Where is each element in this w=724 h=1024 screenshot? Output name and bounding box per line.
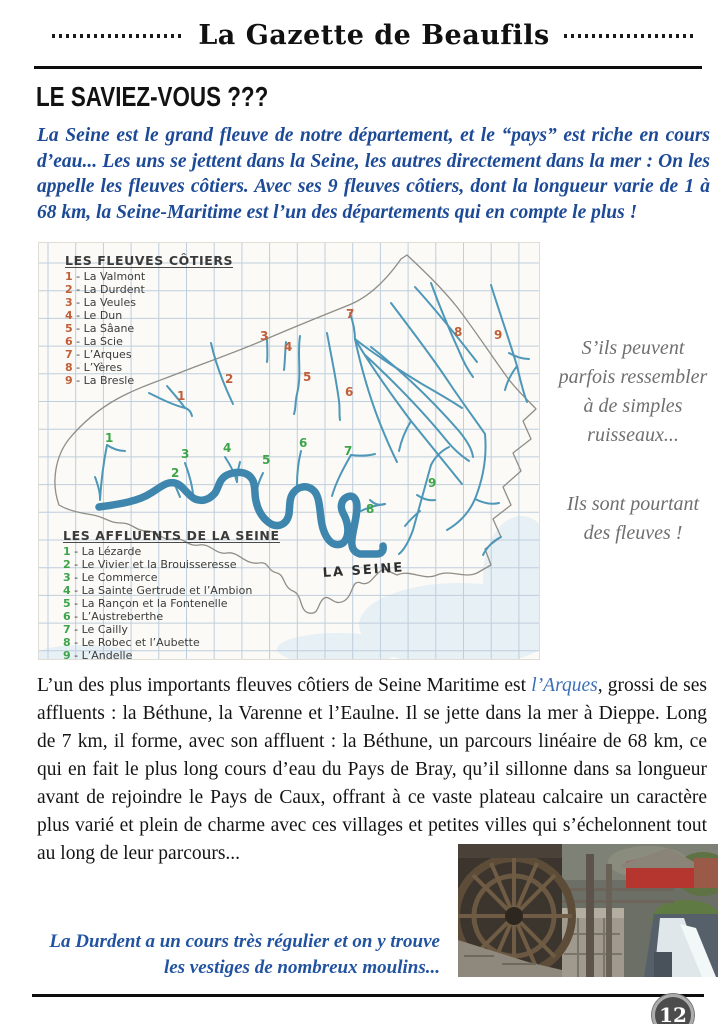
- legend-item: 9 - L’Andelle: [63, 648, 133, 662]
- body-before-link: L’un des plus importants fleuves côtiers de Seine Maritime est: [37, 674, 532, 696]
- horizontal-rule: [34, 66, 702, 69]
- legend-item: 5 - La Rançon et la Fontenelle: [63, 596, 228, 610]
- legend-item: 1 - La Valmont: [65, 269, 146, 283]
- gazette-title: La Gazette de Beaufils: [198, 20, 550, 51]
- legend-item: 1 - La Lézarde: [63, 544, 142, 558]
- map-number-green: 9: [428, 475, 437, 490]
- map-number-red: 1: [177, 388, 186, 403]
- legend-item: 8 - L’Yères: [65, 360, 123, 374]
- map-number-red: 9: [494, 327, 503, 342]
- masthead: [52, 20, 696, 51]
- legend-affluents-title: LES AFFLUENTS DE LA SEINE: [63, 527, 280, 543]
- intro-paragraph: La Seine est le grand fleuve de notre département, et le “pays” est riche en cours d’eau... Les uns se jettent dans la Seine, les autres directement dans la mer : On les appelle les fleuves côtiers. Avec ses 9 fleuves côtiers, dont la longueur varie de 1 à 68 km, la Seine-Maritime est l’un des départements qui en compte le plus !: [37, 125, 710, 224]
- map-number-red: 4: [284, 339, 293, 354]
- map-number-green: 3: [181, 446, 190, 461]
- map-number-red: 7: [346, 306, 355, 321]
- map-number-red: 5: [303, 369, 312, 384]
- legend-fleuves-cotiers: [65, 254, 233, 387]
- map-number-green: 8: [366, 501, 375, 516]
- footer: [32, 994, 704, 1024]
- map-number-green: 2: [171, 465, 180, 480]
- map-number-green: 1: [105, 430, 114, 445]
- section-heading: LE SAVIEZ-VOUS ???: [36, 81, 269, 112]
- side-note-line2: Ils sont pourtant des fleuves !: [566, 492, 700, 544]
- legend-affluents-seine: [63, 529, 280, 662]
- legend-item: 3 - Le Commerce: [63, 570, 158, 584]
- durdent-caption: La Durdent a un cours très régulier et on y trouve les vestiges de nombreux moulins...: [49, 931, 440, 979]
- watermill-photo: [458, 844, 718, 977]
- legend-fleuves-items: [65, 270, 233, 387]
- legend-item: 6 - La Scie: [65, 334, 123, 348]
- map-number-green: 7: [344, 443, 353, 458]
- legend-affluents-items: [63, 545, 280, 662]
- legend-item: 9 - La Bresle: [65, 373, 135, 387]
- body-after-link: , grossi de ses affluents : la Béthune, la Varenne et l’Eaulne. Il se jette dans la mer à Dieppe. Long de 7 km, il forme, avec son affluent : la Béthune, un parcours linéaire de 68 km, ce qui en fait le plus long cours d’eau du Pays de Bray, qu’il sillonne dans sa longueur avant de rejoindre le Pays de Caux, offrant à ce vaste plateau calcaire un caractère plus varié et plein de charme avec ces villages et petites villes qui s’échelonnent tout au long de leur parcours...: [37, 674, 708, 865]
- rivers-map: [38, 242, 540, 660]
- legend-item: 4 - Le Dun: [65, 308, 123, 322]
- bottom-row: [37, 844, 718, 978]
- map-number-red: 8: [454, 324, 463, 339]
- seine-label: LA SEINE: [322, 560, 405, 581]
- map-number-green: 5: [262, 452, 271, 467]
- legend-item: 6 - L’Austreberthe: [63, 609, 164, 623]
- map-row: [0, 242, 724, 660]
- dotted-rule-right: [564, 34, 696, 38]
- map-number-green: 4: [223, 440, 232, 455]
- legend-item: 2 - Le Vivier et la Brouisseresse: [63, 557, 237, 571]
- side-note: [540, 242, 724, 660]
- legend-item: 8 - Le Robec et l’Aubette: [63, 635, 200, 649]
- map-number-red: 2: [225, 371, 234, 386]
- legend-item: 2 - La Durdent: [65, 282, 145, 296]
- legend-item: 7 - Le Cailly: [63, 622, 128, 636]
- dotted-rule-left: [52, 34, 184, 38]
- map-number-red: 3: [260, 328, 269, 343]
- arques-link[interactable]: l’Arques: [531, 674, 598, 696]
- legend-item: 4 - La Sainte Gertrude et l’Ambion: [63, 583, 253, 597]
- legend-item: 3 - La Veules: [65, 295, 136, 309]
- map-number-green: 6: [299, 435, 308, 450]
- footer-rule-top: [32, 994, 704, 997]
- body-paragraph: [37, 672, 707, 869]
- legend-item: 7 - L’Arques: [65, 347, 132, 361]
- map-number-red: 6: [345, 384, 354, 399]
- page-number-badge: 12: [652, 994, 694, 1024]
- legend-fleuves-title: LES FLEUVES CÔTIERS: [65, 252, 234, 268]
- legend-item: 5 - La Sâane: [65, 321, 135, 335]
- side-note-line1: S’ils peuvent parfois ressembler à de simples ruisseaux...: [558, 336, 708, 446]
